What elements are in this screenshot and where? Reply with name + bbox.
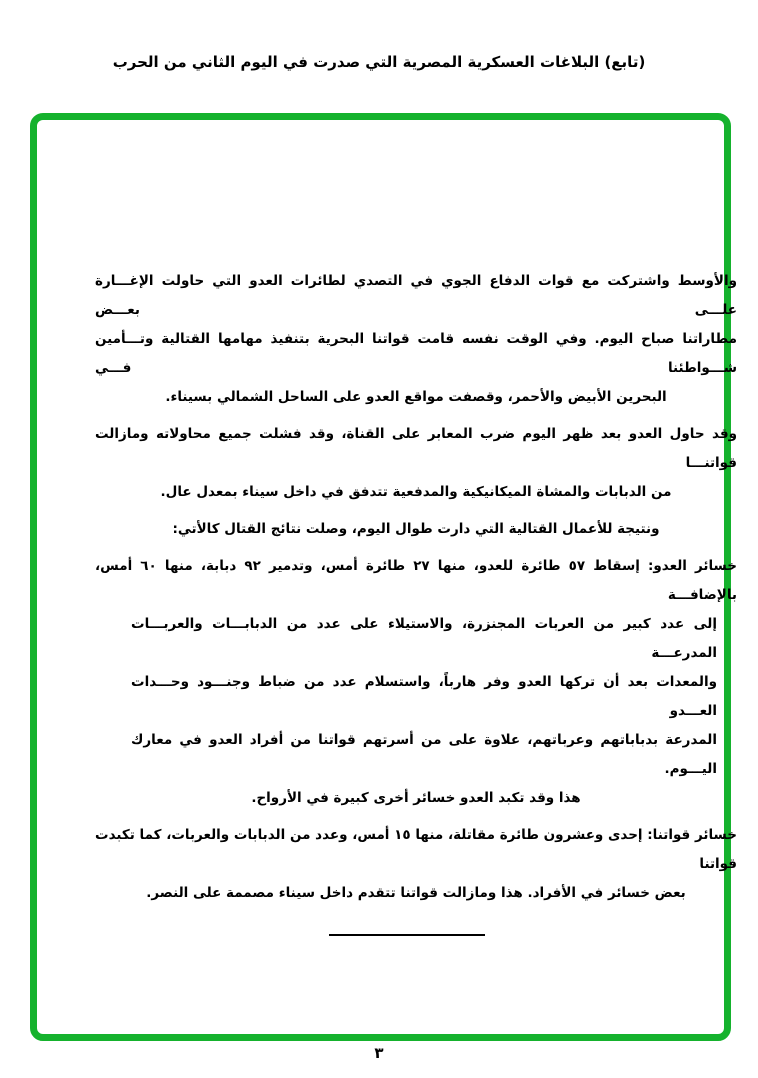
text-line: مطاراتنا صباح اليوم. وفي الوقت نفسه قامت قواتنا البحرية بتنفيذ مهامها القتالية وتـــأمين شـــواطئنا فـــي (95, 331, 737, 376)
page-number: ٣ (374, 1044, 384, 1062)
text-line: المدرعة بدباباتهم وعرباتهم، علاوة على من أسرتهم قواتنا من أفراد العدو في معارك اليـــوم. (131, 732, 717, 777)
text-line: إلى عدد كبير من العربات المجنزرة، والاستيلاء على عدد من الدبابـــات والعربـــات المدرعـــة (131, 616, 717, 661)
text-line: خسائر قواتنا: إحدى وعشرون طائرة مقاتلة، منها ١٥ أمس، وعدد من الدبابات والعربات، كما تكبدت قواتنا (95, 827, 737, 872)
text-line: خسائر العدو: إسقاط ٥٧ طائرة للعدو، منها ٢٧ طائرة أمس، وتدمير ٩٢ دبابة، منها ٦٠ أمس، بالإضافـــة (95, 558, 738, 603)
text-line: ونتيجة للأعمال القتالية التي دارت طوال اليوم، وصلت نتائج القتال كالأتي: (172, 521, 660, 537)
green-border-frame (30, 113, 738, 1041)
communique-body (95, 267, 737, 936)
paragraph-results-intro (95, 515, 737, 544)
text-line: البحرين الأبيض والأحمر، وقصفت مواقع العدو على الساحل الشمالي بسيناء. (165, 389, 667, 405)
paragraph-air-naval-operations (95, 267, 737, 412)
text-line: والمعدات بعد أن تركها العدو وفر هارباً، واستسلام عدد من ضباط وجنـــود وحـــدات العـــدو (131, 674, 717, 719)
page-header-title: (تابع) البلاغات العسكرية المصرية التي صدرت في اليوم الثاني من الحرب (112, 53, 646, 71)
paragraph-our-losses (95, 821, 737, 908)
text-line: والأوسط واشتركت مع قوات الدفاع الجوي في التصدي لطائرات العدو التي حاولت الإغـــارة علـــى بعـــض (95, 273, 737, 318)
text-line: هذا وقد تكبد العدو خسائر أخرى كبيرة في الأرواح. (251, 790, 581, 806)
text-line: من الدبابات والمشاة الميكانيكية والمدفعية تتدفق في داخل سيناء بمعدل عال. (160, 484, 672, 500)
text-line: وقد حاول العدو بعد ظهر اليوم ضرب المعابر على القناة، وقد فشلت جميع محاولاته ومازالت قواتنـــا (95, 426, 737, 471)
paragraph-enemy-losses (95, 552, 737, 813)
section-divider (329, 934, 485, 936)
text-line: بعض خسائر في الأفراد. هذا ومازالت قواتنا تتقدم داخل سيناء مصممة على النصر. (146, 885, 686, 901)
paragraph-canal-crossings (95, 420, 737, 507)
